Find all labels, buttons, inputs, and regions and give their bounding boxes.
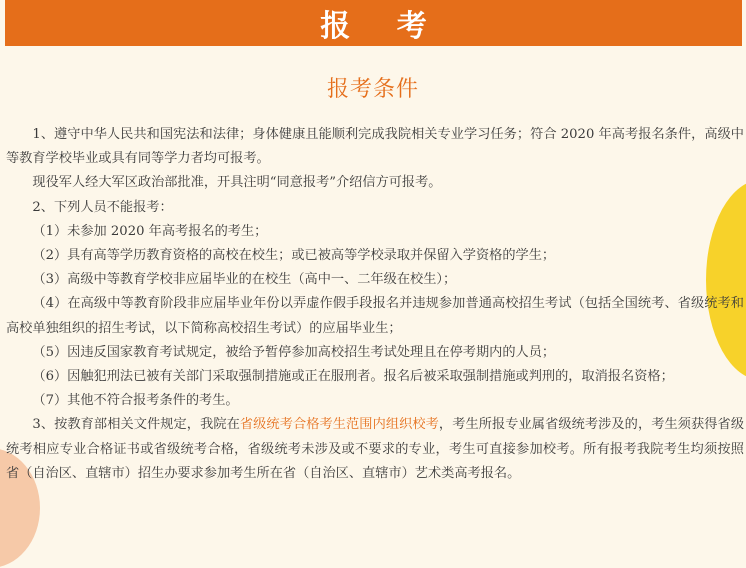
paragraph-3-text-end: ，考生所报专业属省级统考涉及的，考生须获得省级统考相应专业合格证书或省级统考合格，省级统考未涉及或不要求的专业，考生可直接参加校考。所有报考我院考生均须按照省（自治区、直辖市）招生办要求参加考生所在省（自治区、直辖市）艺术类高考报名。 (6, 417, 745, 481)
conditions-content (6, 123, 744, 486)
exclusion-item-4: （4）在高级中等教育阶段非应届毕业年份以弄虚作假手段报名并违规参加普通高校招生考试（包括全国统考、省级统考和高校单独组织的招生考试，以下简称高校招生考试）的应届毕业生； (6, 296, 744, 336)
banner-title: 报 考 (320, 9, 445, 44)
highlighted-link-text[interactable]: 省级统考合格考生范围内组织校考 (239, 417, 439, 433)
header-banner (5, 0, 742, 46)
exclusion-item-1: （1）未参加 2020 年高考报名的考生； (32, 223, 268, 239)
exclusion-item-2: （2）具有高等学历教育资格的高校在校生；或已被高等学校录取并保留入学资格的学生； (32, 248, 556, 264)
exclusion-item-5: （5）因违反国家教育考试规定，被给予暂停参加高校招生考试处理且在停考期内的人员； (32, 344, 556, 360)
exclusion-item-6: （6）因触犯刑法已被有关部门采取强制措施或正在服刑者。报名后被采取强制措施或判刑的，取消报名资格； (32, 369, 674, 385)
paragraph-military: 现役军人经大军区政治部批准，开具注明“同意报考”介绍信方可报考。 (32, 175, 442, 191)
exclusion-item-7: （7）其他不符合报考条件的考生。 (32, 393, 239, 409)
exclusion-item-3: （3）高级中等教育学校非应届毕业的在校生（高中一、二年级在校生）； (32, 272, 457, 288)
paragraph-3-text-start: 3、按教育部相关文件规定，我院在 (32, 417, 240, 433)
paragraph-requirement-1: 1、遵守中华人民共和国宪法和法律；身体健康且能顺利完成我院相关专业学习任务；符合 2020 年高考报名条件，高级中等教育学校毕业或具有同等学力者均可报考。 (6, 127, 744, 167)
paragraph-exclusions-heading: 2、下列人员不能报考： (32, 199, 173, 215)
section-title: 报考条件 (326, 77, 419, 102)
paragraph-requirement-3 (6, 413, 744, 486)
